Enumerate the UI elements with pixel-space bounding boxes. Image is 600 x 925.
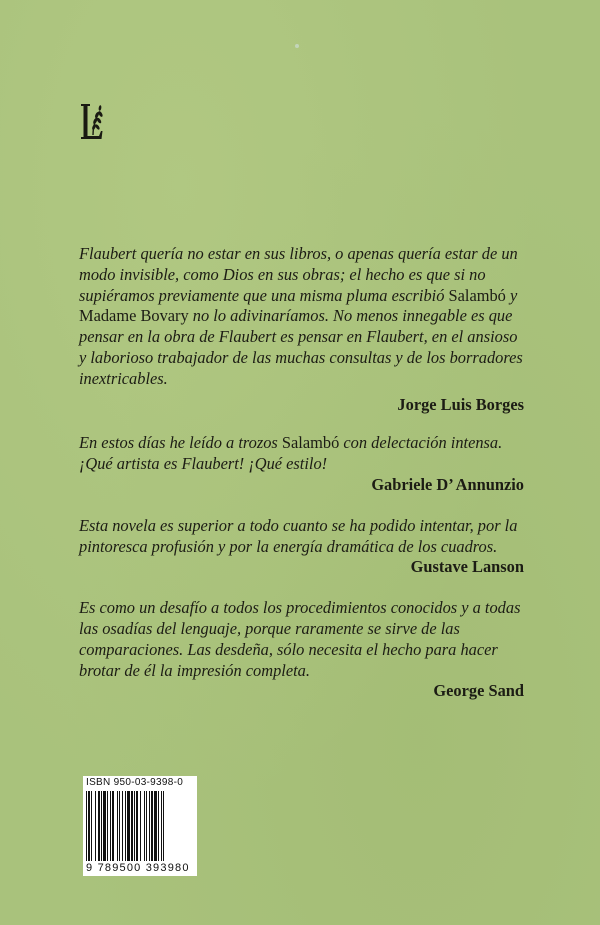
book-title: Salambó bbox=[448, 285, 506, 305]
barcode-bar bbox=[136, 791, 138, 861]
barcode-bar bbox=[122, 791, 123, 861]
barcode-bar bbox=[110, 791, 111, 861]
quote-author: Gustave Lanson bbox=[410, 557, 524, 577]
barcode-digits: 9 789500 393980 bbox=[86, 862, 190, 874]
barcode-bar bbox=[134, 791, 135, 861]
paper-speck bbox=[295, 44, 299, 48]
barcode-bar bbox=[98, 791, 100, 861]
barcode-bar bbox=[146, 791, 147, 861]
barcode-bar bbox=[140, 791, 141, 861]
quote-segment: Flaubert quería no estar en sus libros, o apenas quería estar de un modo invisible, como Dios en sus obras; el hecho es que si no supiéramos previamente que una misma pluma escribió bbox=[79, 244, 518, 305]
barcode-bars-icon bbox=[86, 791, 196, 861]
barcode-bar bbox=[163, 791, 164, 861]
quote-author: Jorge Luis Borges bbox=[397, 394, 524, 414]
isbn-barcode bbox=[83, 776, 197, 876]
barcode-bar bbox=[91, 791, 92, 861]
quote-segment: En estos días he leído a trozos bbox=[79, 433, 282, 453]
quote-dannunzio bbox=[79, 433, 524, 495]
barcode-bar bbox=[95, 791, 96, 861]
quote-segment: Es como un desafío a todos los procedimientos conocidos y a todas las osadías del lenguaje, porque raramente se sirve de las comparaciones. Las desdeña, sólo necesita el hecho para hacer brotar de él la impresión completa. bbox=[79, 598, 521, 680]
quote-lanson bbox=[79, 516, 524, 578]
barcode-bar bbox=[158, 791, 159, 861]
barcode-bar bbox=[117, 791, 118, 861]
barcode-bar bbox=[161, 791, 162, 861]
barcode-bar bbox=[101, 791, 102, 861]
quote-sand bbox=[79, 598, 524, 702]
quote-text bbox=[79, 433, 524, 475]
quote-segment: no lo adivinaríamos. No menos innegable es que pensar en la obra de Flaubert es pensar en Flaubert, en el ansioso y laborioso trabajador de las muchas consultas y de los borradores inextricables. bbox=[79, 306, 523, 388]
quote-author: George Sand bbox=[433, 681, 524, 701]
barcode-bar bbox=[131, 791, 133, 861]
book-title: Salambó bbox=[281, 433, 340, 453]
quote-text bbox=[79, 598, 524, 681]
quote-segment: Esta novela es superior a todo cuanto se ha podido intentar, por la pintoresca profusión y por la energía dramática de los cuadros. bbox=[79, 515, 518, 556]
barcode-bar bbox=[86, 791, 87, 861]
quote-borges bbox=[79, 244, 524, 415]
barcode-bar bbox=[88, 791, 90, 861]
barcode-bar bbox=[107, 791, 108, 861]
barcode-bar bbox=[103, 791, 106, 861]
quote-text bbox=[79, 516, 524, 558]
barcode-bar bbox=[149, 791, 150, 861]
isbn-label: ISBN 950-03-9398-0 bbox=[86, 777, 184, 788]
quote-segment: y bbox=[505, 285, 518, 305]
blurb-quotes bbox=[79, 244, 524, 702]
barcode-bar bbox=[154, 791, 157, 861]
publisher-logo-icon bbox=[78, 102, 104, 142]
quote-text bbox=[79, 244, 524, 390]
quote-author: Gabriele D’ Annunzio bbox=[371, 474, 524, 494]
barcode-bar bbox=[144, 791, 145, 861]
barcode-bar bbox=[112, 791, 114, 861]
barcode-bar bbox=[127, 791, 130, 861]
quote-segment: con delectación intensa. ¡Qué artista es Flaubert! ¡Qué estilo! bbox=[79, 433, 503, 474]
barcode-bar bbox=[119, 791, 120, 861]
barcode-bar bbox=[125, 791, 126, 861]
book-title: Madame Bovary bbox=[79, 306, 189, 326]
barcode-bar bbox=[151, 791, 153, 861]
